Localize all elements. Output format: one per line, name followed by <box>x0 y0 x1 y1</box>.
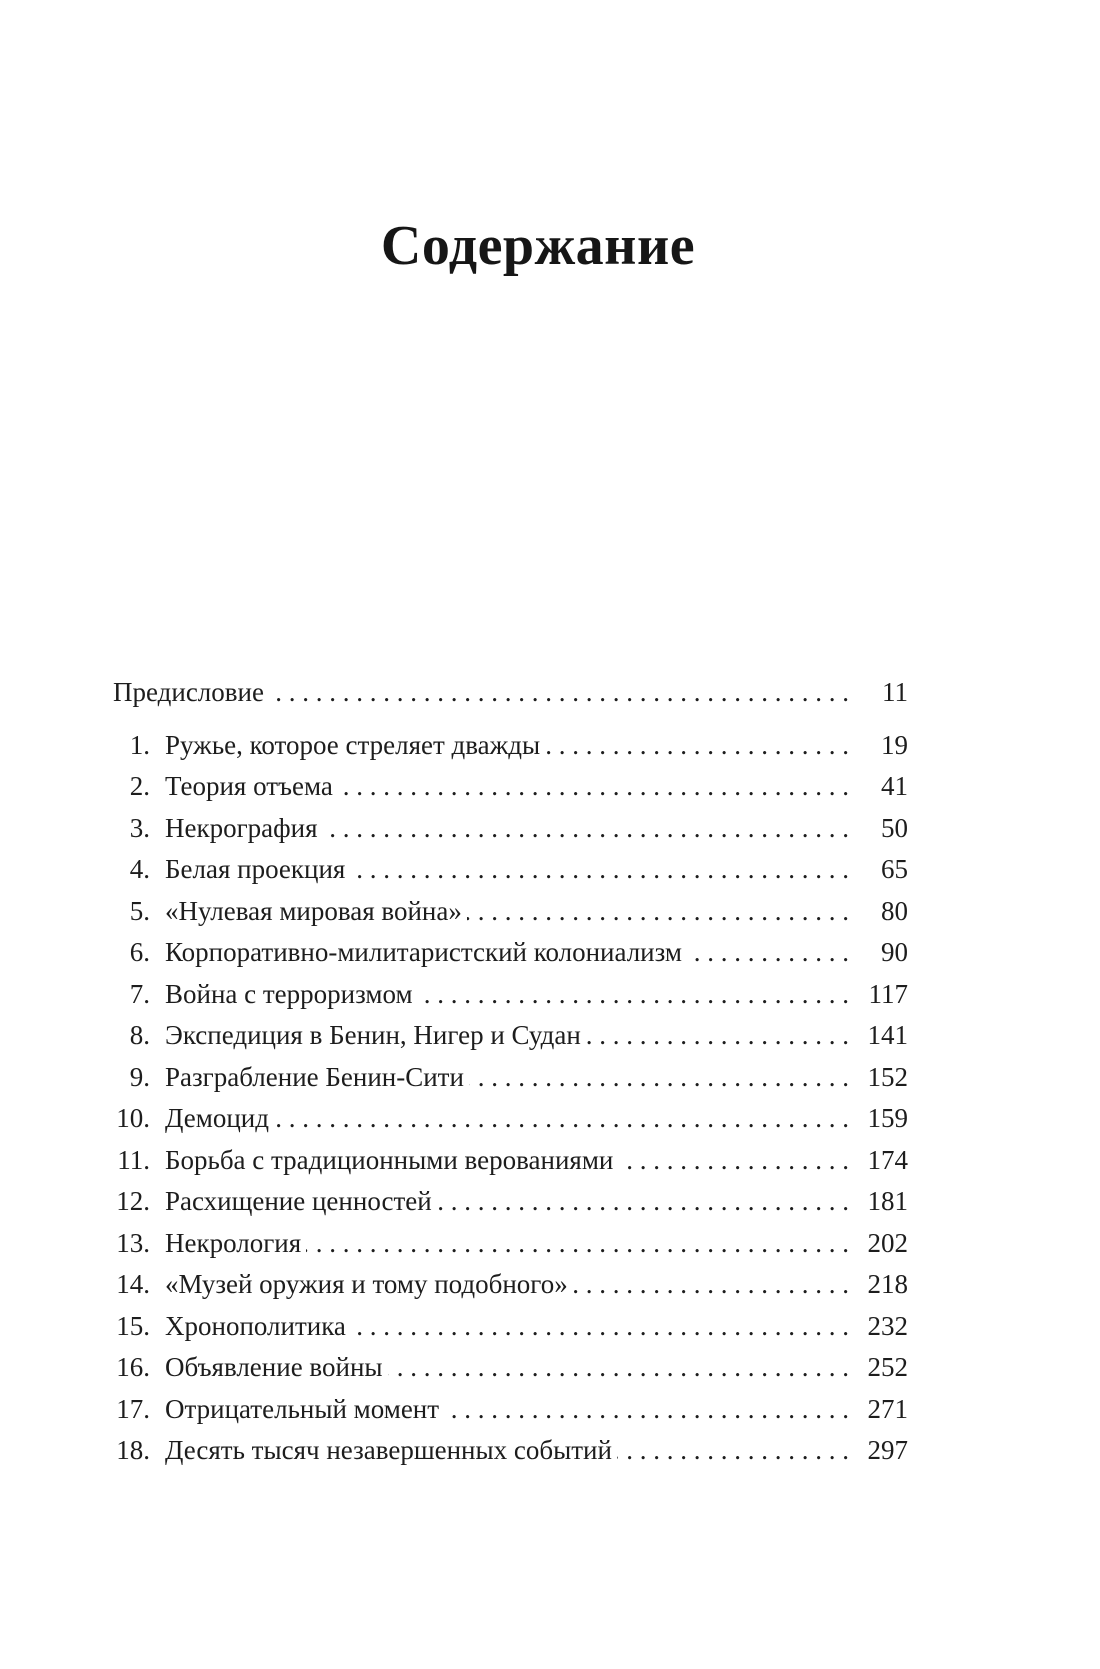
toc-leader-dots <box>323 808 849 850</box>
toc-leader-dots <box>467 891 849 933</box>
toc-entry-page: 181 <box>867 1186 908 1216</box>
toc-row <box>113 1015 908 1057</box>
toc-entry-title: «Нулевая мировая война» <box>165 895 462 926</box>
toc-leader-dots <box>437 1181 849 1223</box>
toc-leader-dots <box>350 849 849 891</box>
toc-row <box>113 974 908 1016</box>
toc-entry-page: 141 <box>867 1020 908 1050</box>
toc-entry-number: 3. <box>129 812 150 843</box>
toc-entry-number: 6. <box>129 937 150 967</box>
toc-leader-dots <box>687 932 849 974</box>
toc-row-preface <box>113 672 908 714</box>
toc-leader-dots <box>618 1140 849 1182</box>
toc-entry-title: Война с терроризмом <box>165 978 413 1009</box>
toc-entry-title: Предисловие <box>113 677 264 707</box>
toc-entry-title: Белая проекция <box>165 854 346 884</box>
toc-entry-number: 2. <box>129 771 150 801</box>
toc-entry-page: 252 <box>867 1352 908 1382</box>
toc-entry-number: 5. <box>129 895 150 926</box>
toc-entry-title: Корпоративно-милитаристский колониализм <box>165 937 682 967</box>
toc-entry-number: 11. <box>117 1144 150 1175</box>
toc-entry-number: 15. <box>116 1310 150 1341</box>
toc-entry-title: Борьба с традиционными верованиями <box>165 1144 614 1175</box>
toc-entry-number: 12. <box>116 1186 150 1216</box>
toc-leader-dots <box>469 1057 849 1099</box>
toc-leader-dots <box>444 1389 849 1431</box>
toc-row <box>113 1098 908 1140</box>
toc-entry-title: Некрология <box>165 1227 302 1258</box>
toc-leader-dots <box>586 1015 849 1057</box>
table-of-contents <box>113 672 908 1472</box>
toc-entry-number: 14. <box>116 1269 150 1299</box>
toc-row <box>113 1140 908 1182</box>
toc-leader-dots <box>418 974 849 1016</box>
toc-entry-page: 159 <box>867 1103 908 1133</box>
page-title: Содержание <box>380 214 696 277</box>
toc-entry-page: 297 <box>867 1435 908 1465</box>
toc-entry-title: Некрография <box>165 812 318 843</box>
toc-entry-page: 152 <box>867 1061 908 1092</box>
toc-entry-title: Десять тысяч незавершенных событий <box>165 1435 612 1465</box>
toc-entry-page: 65 <box>881 854 908 884</box>
toc-entry-title: Демоцид <box>165 1103 269 1133</box>
toc-list <box>113 725 908 1472</box>
toc-row <box>113 849 908 891</box>
toc-row <box>113 725 908 767</box>
toc-leader-dots <box>338 766 849 808</box>
toc-row <box>113 1223 908 1265</box>
toc-row <box>113 891 908 933</box>
toc-entry-number: 7. <box>129 978 150 1009</box>
toc-row <box>113 766 908 808</box>
toc-entry-number: 8. <box>129 1020 150 1050</box>
toc-entry-title: Разграбление Бенин-Сити <box>165 1061 464 1092</box>
toc-entry-page: 80 <box>881 895 908 926</box>
toc-entry-title: Теория отъема <box>165 771 333 801</box>
toc-row <box>113 932 908 974</box>
toc-entry-title: Хронополитика <box>165 1310 346 1341</box>
toc-entry-number: 9. <box>129 1061 150 1092</box>
toc-row <box>113 1389 908 1431</box>
toc-entry-number: 13. <box>116 1227 150 1258</box>
toc-leader-dots <box>573 1264 849 1306</box>
toc-entry-title: Ружье, которое стреляет дважды <box>165 729 541 760</box>
toc-leader-dots <box>274 1098 849 1140</box>
toc-entry-number: 10. <box>116 1103 150 1133</box>
toc-row <box>113 1306 908 1348</box>
toc-entry-number: 4. <box>129 854 150 884</box>
toc-leader-dots <box>388 1347 849 1389</box>
toc-entry-page: 90 <box>881 937 908 967</box>
toc-leader-dots <box>545 725 849 767</box>
toc-entry-page: 19 <box>881 729 908 760</box>
toc-entry-title: Объявление войны <box>165 1352 383 1382</box>
toc-leader-dots <box>269 672 849 714</box>
toc-entry-title: Отрицательный момент <box>165 1393 440 1424</box>
toc-entry-title: «Музей оружия и тому подобного» <box>165 1269 568 1299</box>
toc-row <box>113 1264 908 1306</box>
toc-entry-page: 218 <box>867 1269 908 1299</box>
toc-entry-title: Экспедиция в Бенин, Нигер и Судан <box>165 1020 581 1050</box>
toc-entry-page: 271 <box>867 1393 908 1424</box>
toc-row <box>113 808 908 850</box>
toc-entry-page: 232 <box>867 1310 908 1341</box>
toc-entry-page: 174 <box>867 1144 908 1175</box>
toc-row <box>113 1181 908 1223</box>
toc-leader-dots <box>306 1223 849 1265</box>
toc-entry-number: 17. <box>116 1393 150 1424</box>
toc-entry-page: 41 <box>881 771 908 801</box>
toc-entry-page: 11 <box>882 677 908 707</box>
toc-leader-dots <box>351 1306 849 1348</box>
toc-leader-dots <box>617 1430 849 1472</box>
toc-entry-number: 16. <box>116 1352 150 1382</box>
toc-entry-page: 50 <box>881 812 908 843</box>
toc-entry-number: 1. <box>129 729 150 760</box>
toc-entry-number: 18. <box>116 1435 150 1465</box>
toc-entry-page: 117 <box>868 978 908 1009</box>
toc-entry-title: Расхищение ценностей <box>165 1186 432 1216</box>
toc-row <box>113 1430 908 1472</box>
toc-row <box>113 1347 908 1389</box>
toc-row <box>113 1057 908 1099</box>
toc-entry-page: 202 <box>867 1227 908 1258</box>
